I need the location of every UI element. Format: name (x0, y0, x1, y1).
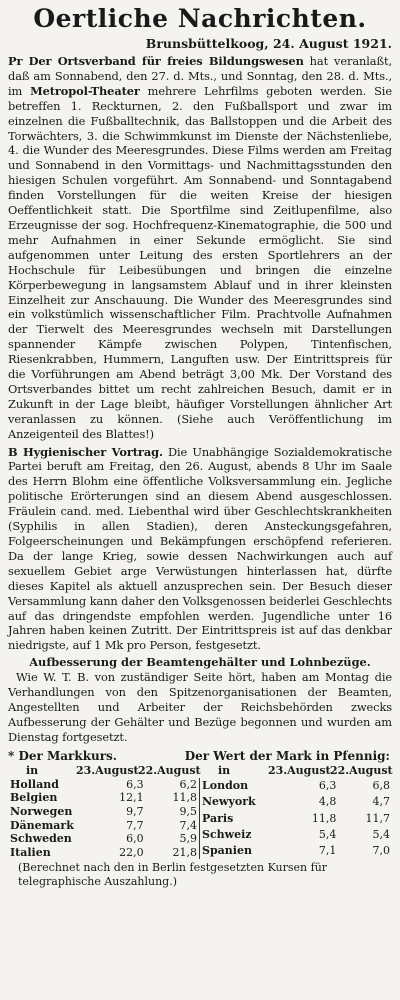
article-bildungswesen (8, 54, 392, 442)
country-cell: London (202, 779, 249, 793)
article-beamten-text: Wie W. T. B. von zuständiger Seite hört, haben am Montag die Verhandlungen von den Spitzenorganisationen der Beamten, Angestellten und Arbeiter der Reichsbehörden zwecks Aufbesserung der Gehälter und Bezüge begonnen und wurden am Dienstag fortgesetzt. (8, 670, 392, 744)
article-beamten-title: Aufbesserung der Beamtengehälter und Lohnbezüge. (29, 655, 371, 670)
article-hygiene (8, 445, 392, 654)
rate-cell: 7,0 (372, 844, 390, 858)
country-cell: Holland (10, 777, 59, 791)
table-row (8, 832, 200, 846)
country-cell: Spanien (202, 844, 252, 858)
rate-cell: 7,1 (318, 844, 337, 858)
rate-cell: 12,1 (119, 791, 144, 805)
rate-cell: 5,4 (372, 828, 390, 842)
rate-cell: 6,0 (126, 832, 144, 846)
dateline: Brunsbüttelkoog, 24. August 1921. (145, 36, 392, 51)
rate-cell: 11,7 (365, 811, 390, 825)
markkurs-table-right (200, 778, 392, 860)
rate-cell: 9,5 (179, 804, 197, 818)
rate-cell: 7,4 (179, 818, 197, 832)
rate-cell: 5,4 (318, 828, 337, 842)
rate-cell: 6,3 (318, 779, 337, 793)
table-row (8, 791, 200, 805)
article-bildungswesen-venue: Metropol-Theater (30, 83, 140, 98)
markkurs-title-right: Der Wert der Mark in Pfennig: (184, 748, 390, 763)
rate-cell: 11,8 (311, 811, 337, 825)
markkurs-header-in-left: in (26, 763, 39, 777)
table-row (200, 843, 392, 859)
country-cell: Dänemark (10, 818, 74, 832)
article-bildungswesen-lead: Pr Der Ortsverband für freies Bildungswesen (8, 54, 304, 68)
country-cell: Schweden (10, 832, 72, 846)
country-cell: Newyork (202, 795, 256, 809)
country-cell: Norwegen (10, 804, 73, 818)
rate-cell: 6,3 (126, 777, 144, 791)
table-row (8, 846, 200, 860)
markkurs-header-date2-left: 22.August (138, 763, 201, 777)
rate-cell: 9,7 (126, 804, 144, 818)
markkurs-header-date2-right: 22.August (330, 763, 393, 777)
table-row (8, 819, 200, 833)
table-row (200, 810, 392, 826)
table-row (200, 827, 392, 843)
country-cell: Schweiz (202, 828, 252, 842)
rate-cell: 5,9 (179, 832, 197, 846)
markkurs-table-left (8, 778, 200, 860)
table-row (8, 778, 200, 792)
article-bildungswesen-text-1: hat veranlaßt, daß am Sonnabend, den 27. d. Mts., und Sonntag, den 28. d. Mts., im (8, 54, 392, 98)
rate-cell: 21,8 (172, 845, 197, 859)
markkurs-header-date1-right: 23.August (268, 763, 331, 777)
table-row (200, 794, 392, 810)
markkurs-header-in-right: in (218, 763, 231, 777)
markkurs-title-row (8, 749, 392, 764)
markkurs-tables (8, 778, 392, 860)
rate-cell: 6,8 (372, 779, 390, 793)
country-cell: Italien (10, 845, 51, 859)
rate-cell: 4,8 (318, 795, 337, 809)
article-bildungswesen-text-2: mehrere Lehrfilms geboten werden. Sie betreffen 1. Reckturnen, 2. den Fußballsport und zwar im einzelnen die Fußballtechnik, das Ballstoppen und die Arbeit des Torwächters, 3. die Schwimmkunst im Dienste der Nächstenliebe, 4. die Wunder des Meeresgrundes. Diese Films werden am Freitag und Sonnabend in den Vormittags- und Nachmittagsstunden den hiesigen Schulen vorgeführt. Am Sonnabend- und Sonntagabend finden Vorstellungen für die weiten Kreise der hiesigen Oeffentlichkeit statt. Die Sportfilme sind Zeitlupenfilme, also Erzeugnisse der sog. Hochfrequenz-Kinematographie, die 500 und mehr Aufnahmen in einer Sekunde ermöglicht. Sie sind aufgenommen unter Leitung des ersten Sportlehrers an der Hochschule für Leibesübungen und bringen die einzelne Körperbewegung in langsamstem Ablauf und in ihrer kleinsten Einzelheit zur Anschauung. Die Wunder des Meeresgrundes sind ein volkstümlich wissenschaftlicher Film. Prachtvolle Aufnahmen der Tierwelt des Meeresgrundes wechseln mit Darstellungen spannender Kämpfe zwischen Polypen, Tintenfischen, Riesenkrabben, Hummern, Languften usw. Der Eintrittspreis für die Vorführungen am Abend beträgt 3,00 Mk. Der Vorstand des Ortsverbandes bittet um recht zahlreichen Besuch, damit er in Zukunft in der Lage bleibt, häufiger Vorstellungen ähnlicher Art veranlassen zu können. (Siehe auch Veröffentlichung im Anzeigenteil des Blattes!) (8, 83, 392, 441)
markkurs-column-headers (8, 764, 392, 777)
page-headline: Oertliche Nachrichten. (33, 4, 367, 33)
table-row (200, 778, 392, 794)
rate-cell: 4,7 (372, 795, 390, 809)
markkurs-footnote: (Berechnet nach den in Berlin festgesetzten Kursen für telegraphische Auszahlung.) (18, 861, 328, 889)
country-cell: Belgien (10, 791, 58, 805)
rate-cell: 22,0 (119, 845, 144, 859)
rate-cell: 6,2 (179, 777, 197, 791)
article-hygiene-lead: B Hygienischer Vortrag. (8, 444, 163, 459)
article-hygiene-text: Die Unabhängige Sozialdemokratische Partei beruft am Freitag, den 26. August, abends 8 Uhr im Saale des Herrn Blohm eine öffentliche Volksversammlung ein. Jegliche politische Erörterungen sind an diesem Abend ausgeschlossen. Fräulein cand. med. Liebenthal wird über Geschlechtskrankheiten (Syphilis in allen Stadien), deren Ansteckungsgefahren, Folgeerscheinungen und Bekämpfungen erschöpfend referieren. Da der lange Krieg, sowie dessen Nachwirkungen auch auf sexuellem Gebiet arge Verwüstungen hinterlassen hat, dürfte dieses Kapitel als aktuell anzusprechen sein. Der Besuch dieser Versammlung kann daher den Volksgenossen beiderlei Geschlechts auf das dringendste empfohlen werden. Jugendliche unter 16 Jahren haben keinen Zutritt. Der Eintrittspreis ist auf das denkbar niedrigste, auf 1 Mk pro Person, festgesetzt. (8, 444, 392, 653)
markkurs-header-date1-left: 23.August (76, 763, 139, 777)
table-row (8, 805, 200, 819)
rate-cell: 7,7 (126, 818, 144, 832)
country-cell: Paris (202, 811, 234, 825)
markkurs-title-left: * Der Markkurs. (8, 748, 117, 763)
rate-cell: 11,8 (172, 791, 197, 805)
